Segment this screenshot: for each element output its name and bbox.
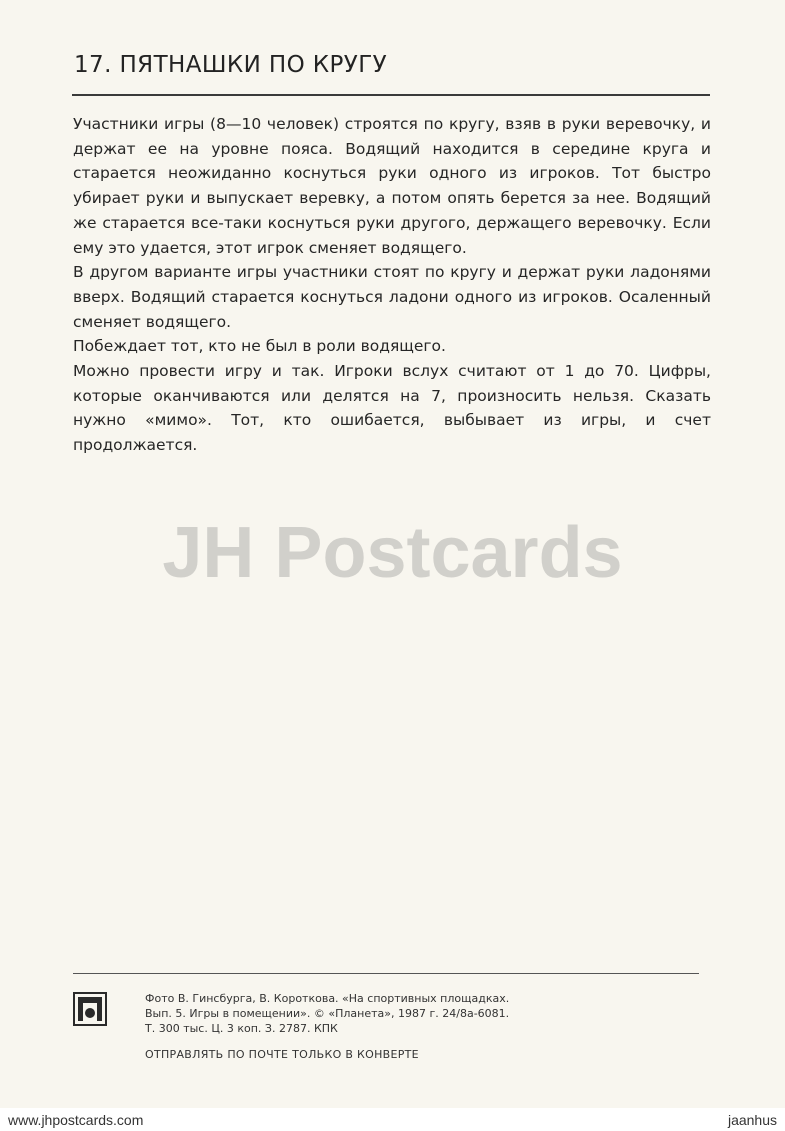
paragraph: Побеждает тот, кто не был в роли водящего. xyxy=(73,337,446,356)
card-title: 17. ПЯТНАШКИ ПО КРУГУ xyxy=(74,52,388,78)
credits-line: Вып. 5. Игры в помещении». © «Планета», 1987 г. 24/8а-6081. xyxy=(145,1007,510,1020)
watermark: JH Postcards xyxy=(162,513,623,593)
paragraph: В другом варианте игры участники стоят по кругу и держат руки ладонями вверх. Водящий старается коснуться ладони одного из игроков. Осаленный сменяет водящего. xyxy=(73,263,711,331)
title-divider xyxy=(72,94,710,96)
credits-divider xyxy=(73,973,699,974)
footer-seller-name: jaanhus xyxy=(727,1112,777,1128)
publication-credits xyxy=(145,991,615,1036)
paragraph: Участники игры (8—10 человек) строятся по кругу, взяв в руки веревочку, и держат ее на уровне пояса. Водящий находится в середине круга и старается неожиданно коснуться руки одного из игроков. Тот быстро убирает руки и выпускает веревку, а потом опять берется за нее. Водящий же старается все-таки коснуться руки другого, держащего веревочку. Если ему это удается, этот игрок сменяет водящего. xyxy=(73,115,711,257)
mail-instruction: ОТПРАВЛЯТЬ ПО ПОЧТЕ ТОЛЬКО В КОНВЕРТЕ xyxy=(145,1048,419,1061)
footer-site-link[interactable]: www.jhpostcards.com xyxy=(8,1112,144,1128)
paragraph: Можно провести игру и так. Игроки вслух считают от 1 до 70. Цифры, которые оканчиваются или делятся на 7, произносить нельзя. Сказать нужно «мимо». Тот, кто ошибается, выбывает из игры, и счет продолжается. xyxy=(73,362,711,455)
planeta-publisher-logo-icon xyxy=(73,992,107,1026)
image-footer xyxy=(0,1108,785,1131)
game-description xyxy=(73,112,711,458)
credits-line: Фото В. Гинсбурга, В. Короткова. «На спортивных площадках. xyxy=(145,992,510,1005)
credits-line: Т. 300 тыс. Ц. 3 коп. З. 2787. КПК xyxy=(145,1022,338,1035)
